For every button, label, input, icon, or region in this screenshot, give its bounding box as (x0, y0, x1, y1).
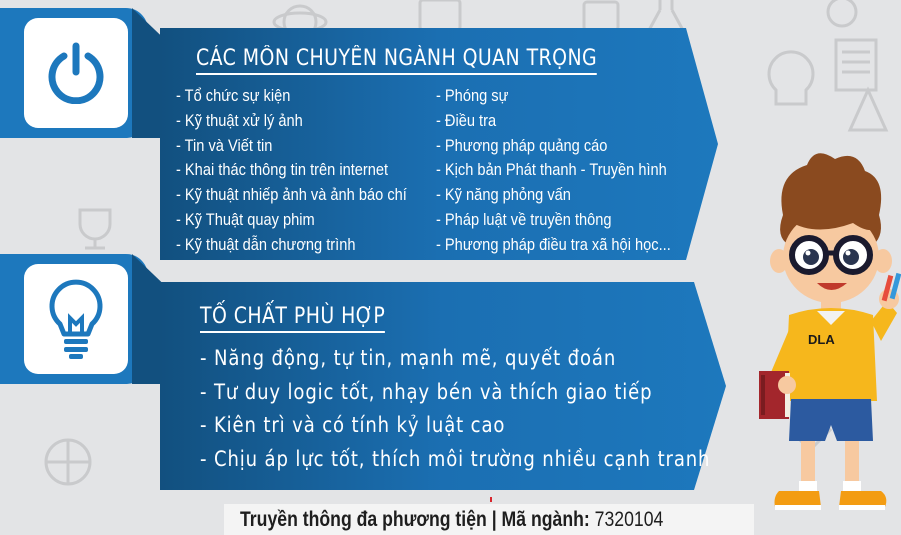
majors-right-list (436, 84, 709, 258)
traits-icon-frame (24, 264, 128, 374)
list-item: - Kỹ Thuật quay phim (176, 209, 315, 229)
power-icon (45, 42, 107, 104)
calculator-doodle-icon (584, 2, 618, 30)
document-doodle-icon (836, 40, 876, 90)
list-item: - Tin và Viết tin (176, 135, 273, 155)
traits-banner (160, 282, 728, 490)
list-item: - Kỹ thuật nhiếp ảnh và ảnh báo chí (176, 185, 407, 205)
list-item: - Năng động, tự tin, mạnh mẽ, quyết đoán (200, 346, 617, 370)
major-name: Truyền thông đa phương tiện (240, 507, 487, 531)
code-value: 7320104 (594, 507, 664, 531)
list-item: - Điều tra (436, 110, 497, 130)
mascot-shirt-label: DLA (808, 332, 835, 347)
majors-left-list (176, 84, 444, 258)
lightbulb-icon (46, 278, 106, 360)
majors-title: CÁC MÔN CHUYÊN NGÀNH QUAN TRỌNG (196, 46, 598, 71)
trophy-doodle-icon (80, 210, 110, 248)
list-item: - Kỹ năng phỏng vấn (436, 185, 571, 205)
majors-icon-tile (0, 8, 148, 138)
footer-separator: | (491, 507, 497, 531)
list-item: - Phương pháp quảng cáo (436, 135, 608, 155)
footer-text (240, 508, 663, 532)
calendar-doodle-icon (420, 0, 460, 30)
list-item: - Tổ chức sự kiện (176, 86, 291, 105)
footer-bar (224, 504, 754, 535)
list-item: - Chịu áp lực tốt, thích môi trường nhiều cạnh tranh (200, 446, 711, 471)
list-item: - Kỹ thuật dẫn chương trình (176, 234, 356, 254)
list-item: - Tư duy logic tốt, nhạy bén và thích giao tiếp (200, 379, 653, 404)
majors-banner (160, 28, 720, 260)
bulb-doodle-icon (769, 52, 813, 104)
list-item: - Kiên trì và có tính kỷ luật cao (200, 413, 506, 437)
majors-icon-frame (24, 18, 128, 128)
rocket-doodle-icon (850, 90, 886, 130)
list-item: - Phương pháp điều tra xã hội học... (436, 234, 671, 254)
list-item: - Khai thác thông tin trên internet (176, 160, 389, 180)
list-item: - Pháp luật về truyền thông (436, 209, 612, 229)
traits-title: TỐ CHẤT PHÙ HỢP (200, 304, 386, 329)
traits-list (200, 342, 793, 476)
gear-doodle-icon (828, 0, 856, 26)
red-accent-mark (490, 497, 492, 502)
traits-icon-tile (0, 254, 148, 384)
code-label: Mã ngành: (501, 507, 590, 531)
list-item: - Kịch bản Phát thanh - Truyền hình (436, 160, 667, 180)
list-item: - Phóng sự (436, 86, 509, 105)
list-item: - Kỹ thuật xử lý ảnh (176, 110, 303, 130)
